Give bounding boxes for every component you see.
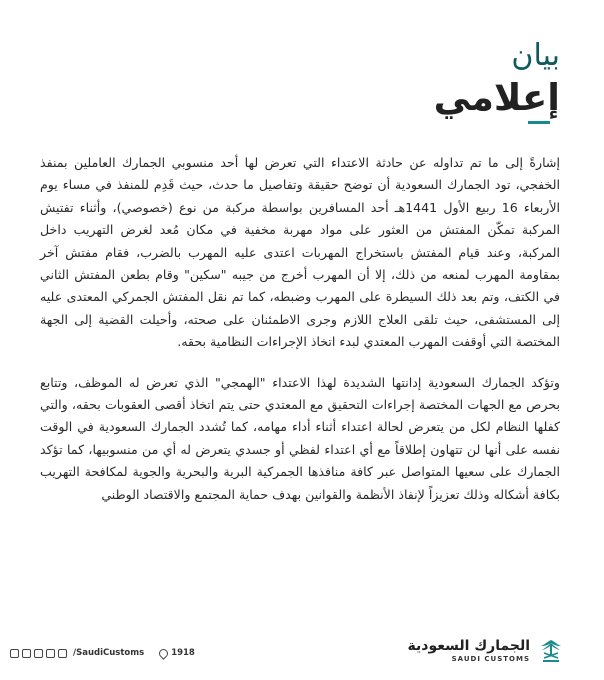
paragraph-1: إشارةً إلى ما تم تداوله عن حادثة الاعتداء التي تعرض لها أحد منسوبي الجمارك العاملين بمنفذ الخفجي، تود الجمارك السعودية أن توضح حقيقة وتفاصيل ما حدث، حيث قَدِم للمنفذ في مساء يوم الأربعاء 16 ربيع الأول 1441هـ أحد المسافرين بواسطة مركبة من نوع (خصوصي)، وأثناء تفتيش المركبة تمكّن المفتش من العثور على مواد مهربة مخفية في مكان مُعد لغرض التهريب داخل المركبة، وعند قيام المفتش باستخراج المهربات اعتدى عليه المهرب بالضرب، فقام مفتش آخر بمقاومة المهرب لمنعه من ذلك، إلا أن المهرب أخرج من جيبه "سكين" وقام بطعن المفتش الثاني في الكتف، وتم بعد ذلك السيطرة على المهرب وضبطه، كما تم نقل المفتش الجمركي المعتدى عليه إلى المستشفى، حيث تلقى العلاج اللازم وجرى الاطمئنان على صحته، وأحيلت القضية إلى الجهة المختصة التي أوقفت المهرب المعتدي لبدء اتخاذ الإجراءات النظامية بحقه.: [40, 155, 560, 350]
phone-contact[interactable]: [159, 648, 195, 658]
palm-emblem-icon: [538, 636, 564, 666]
statement-header: [434, 38, 560, 120]
logo-arabic-text: الجمارك السعودية: [407, 638, 530, 654]
footer: [0, 622, 604, 680]
facebook-icon[interactable]: [58, 649, 67, 658]
twitter-icon[interactable]: [34, 649, 43, 658]
accent-divider: [528, 121, 550, 124]
title-line1: بيان: [511, 38, 560, 73]
instagram-icon[interactable]: [22, 649, 31, 658]
social-links: [10, 648, 195, 658]
youtube-icon[interactable]: [46, 649, 55, 658]
logo-english-text: SAUDI CUSTOMS: [451, 655, 530, 663]
phone-number: 1918: [171, 648, 195, 658]
phone-icon: [157, 647, 170, 660]
social-handle[interactable]: /SaudiCustoms: [73, 648, 145, 658]
saudi-customs-logo: [408, 636, 564, 666]
statement-body: [40, 152, 560, 524]
paragraph-2: وتؤكد الجمارك السعودية إدانتها الشديدة لهذا الاعتداء "الهمجي" الذي تعرض له الموظف، وتتابع بحرص مع الجهات المختصة إجراءات التحقيق مع المعتدي حتى يتم اتخاذ أقصى العقوبات بحقه، والتي كفلها النظام لكل من يتعرض لحالة اعتداء أثناء أداء مهامه، كما تُشدد الجمارك السعودية في الوقت نفسه على أنها لن تتهاون إطلاقاً مع أي اعتداء لفظي أو جسدي يتعرض له أي من منسوبيها، كما تؤكد الجمارك على سعيها المتواصل عبر كافة منافذها الجمركية البرية والبحرية والجوية لمكافحة التهريب بكافة أشكاله وذلك تعزيزاً لإنفاذ الأنظمة والقوانين بهدف حماية المجتمع والاقتصاد الوطني: [40, 374, 560, 502]
snapchat-icon[interactable]: [10, 649, 19, 658]
title-line2: إعلامي: [433, 76, 560, 119]
